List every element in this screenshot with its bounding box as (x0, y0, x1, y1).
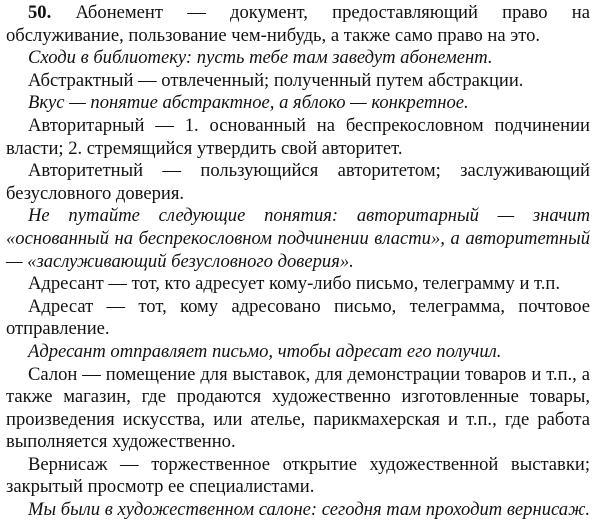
entry-adresant: Адресант — тот, кто адресует кому-либо письмо, телеграмму и т.п. (28, 273, 561, 295)
example-abonement: Сходи в библиотеку: пусть тебе там заведут абонемент. (28, 47, 493, 69)
entry-abstraktny: Абстрактный — отвлеченный; полученный путем абстракции. (28, 69, 524, 91)
entry-vernisazh: Вернисаж — торжественное открытие художественной выставки; закрытый просмотр ее специалистами. (6, 453, 590, 498)
entry-abonement (6, 2, 590, 47)
example-abstraktny: Вкус — понятие абстрактное, а яблоко — конкретное. (28, 92, 469, 114)
entry-salon: Салон — помещение для выставок, для демонстрации товаров и т.п., а также магазин, где продаются художественно изготовленные товары, произведения искусства, или ателье, парикмахерская и т.п., где работа выполняется художественно. (6, 363, 590, 453)
example-salon-vernisazh: Мы были в художественном салоне: сегодня там проходит вернисаж. (28, 499, 591, 521)
note-avtoritarny-avtoritetny: Не путайте следующие понятия: авторитарный — значит «основанный на беспрекословном подчинении власти», а авторитетный — «заслуживающий безусловного доверия». (6, 205, 590, 272)
entry-text: Абонемент — документ, предоставляющий право на обслуживание, пользование чем-нибудь, а также само право на это. (6, 2, 590, 46)
entry-adresat: Адресат — тот, кому адресовано письмо, телеграмма, почтовое отправление. (6, 295, 590, 340)
entry-avtoritarny: Авторитарный — 1. основанный на беспрекословном подчинении власти; 2. стремящийся утвердить свой авторитет. (6, 114, 590, 159)
exercise-number: 50. (28, 2, 52, 23)
example-adresant-adresat: Адресант отправляет письмо, чтобы адресат его получил. (28, 340, 502, 362)
entry-avtoritetny: Авторитетный — пользующийся авторитетом; заслуживающий безусловного доверия. (6, 160, 590, 204)
document-page (6, 2, 590, 522)
